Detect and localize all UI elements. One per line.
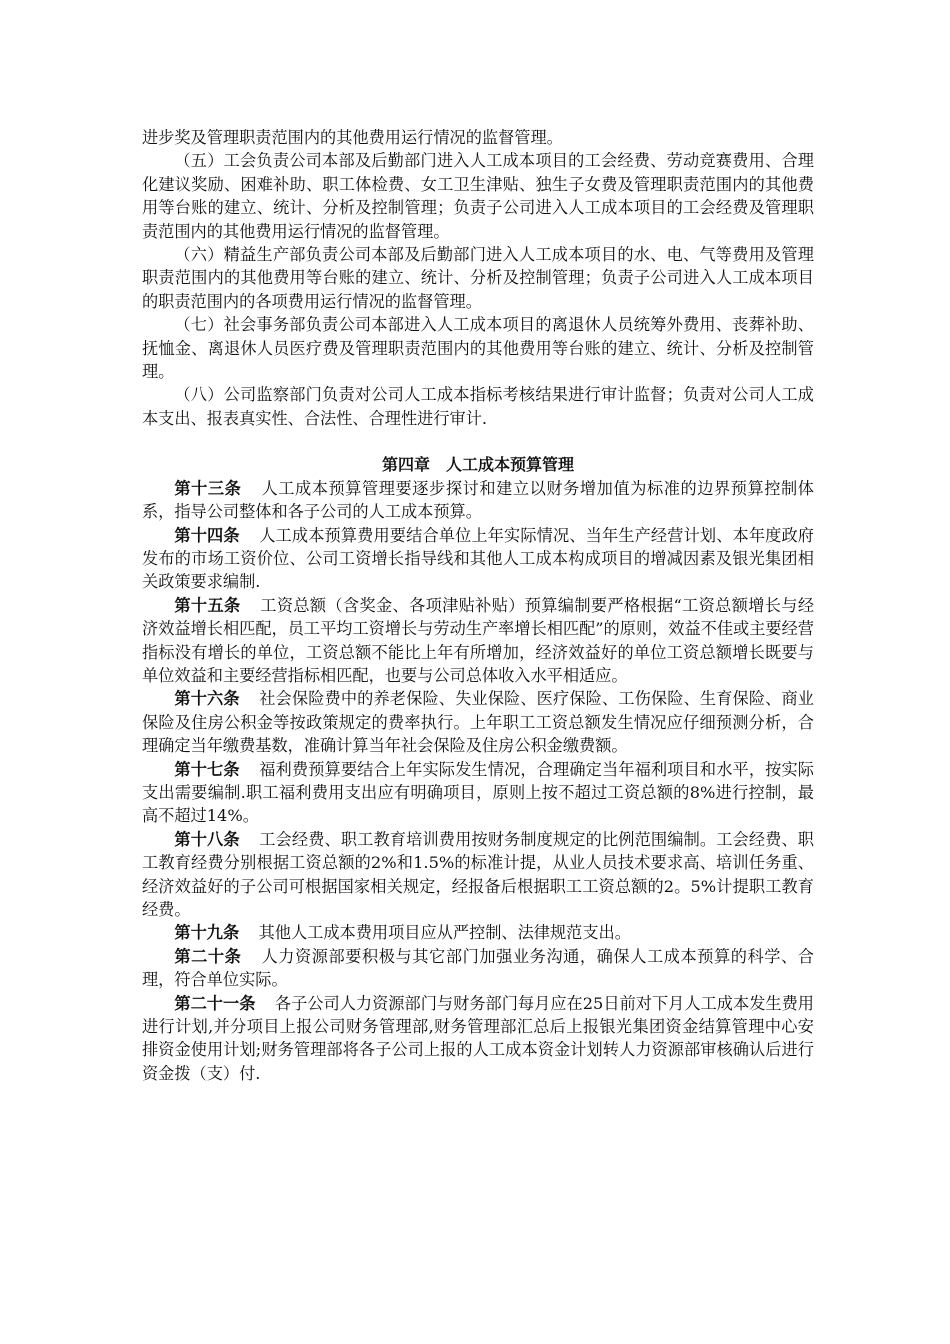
article-text: 工资总额（含奖金、各项津贴补贴）预算编制要严格根据“工资总额增长与经济效益增长相匹配，员工平均工资增长与劳动生产率增长相匹配”的原则，效益不佳或主要经营指标没有增长的单位，工资总额不能比上年有所增加，经济效益好的单位工资总额增长既要与单位效益和主要经营指标相匹配，也要与公司总体收入水平相适应。 (142, 595, 815, 685)
article-13 (142, 477, 814, 524)
paragraph-item-5: （五）工会负责公司本部及后勤部门进入人工成本项目的工会经费、劳动竞赛费用、合理化建议奖励、困难补助、职工体检费、女工卫生津贴、独生子女费及管理职责范围内的其他费用等台账的建立、统计、分析及控制管理；负责子公司进入人工成本项目的工会经费及管理职责范围内的其他费用运行情况的监督管理。 (142, 151, 814, 241)
article-number: 第十四条 (174, 525, 240, 545)
article-14 (142, 524, 814, 594)
article-text: 福利费预算要结合上年实际发生情况，合理确定当年福利项目和水平，按实际支出需要编制.职工福利费用支出应有明确项目，原则上按不超过工资总额的8%进行控制，最高不超过14%。 (142, 759, 814, 826)
article-text: 社会保险费中的养老保险、失业保险、医疗保险、工伤保险、生育保险、商业保险及住房公积金等按政策规定的费率执行。上年职工工资总额发生情况应仔细预测分析，合理确定当年缴费基数，准确计算当年社会保险及住房公积金缴费额。 (142, 689, 814, 756)
article-19 (142, 921, 814, 944)
article-number: 第十八条 (174, 829, 240, 849)
article-number: 第二十条 (174, 946, 242, 966)
article-18 (142, 828, 814, 922)
article-text: 各子公司人力资源部门与财务部门每月应在25日前对下月人工成本发生费用进行计划,并分项目上报公司财务管理部,财务管理部汇总后上报银光集团资金结算管理中心安排资金使用计划;财务管理部将各子公司上报的人工成本资金计划转人力资源部审核确认后进行资金拨（支）付. (142, 993, 814, 1083)
article-15 (142, 594, 814, 688)
article-text: 工会经费、职工教育培训费用按财务制度规定的比例范围编制。工会经费、职工教育经费分别根据工资总额的2%和1.5%的标准计提，从业人员技术要求高、培训任务重、经济效益好的子公司可根据国家相关规定，经报备后根据职工工资总额的2。5%计提职工教育经费。 (142, 829, 814, 919)
article-number: 第十七条 (174, 759, 240, 779)
article-text: 其他人工成本费用项目应从严控制、法律规范支出。 (258, 923, 631, 943)
article-number: 第二十一条 (174, 993, 256, 1013)
article-text: 人工成本预算管理要逐步探讨和建立以财务增加值为标准的边界预算控制体系，指导公司整体和各子公司的人工成本预算。 (142, 478, 814, 522)
paragraph-item-6: （六）精益生产部负责公司本部及后勤部门进入人工成本项目的水、电、气等费用及管理职责范围内的其他费用等台账的建立、统计、分析及控制管理；负责子公司进入人工成本项目的职责范围内的各项费用运行情况的监督管理。 (142, 245, 814, 311)
document-page (142, 126, 814, 1085)
paragraph-item-8: （八）公司监察部门负责对公司人工成本指标考核结果进行审计监督；负责对公司人工成本支出、报表真实性、合法性、合理性进行审计. (142, 385, 814, 428)
paragraph-item-7: （七）社会事务部负责公司本部进入人工成本项目的离退休人员统筹外费用、丧葬补助、抚恤金、离退休人员医疗费及管理职责范围内的其他费用等台账的建立、统计、分析及控制管理。 (142, 315, 814, 382)
article-text: 人工成本预算费用要结合单位上年实际情况、当年生产经营计划、本年度政府发布的市场工资价位、公司工资增长指导线和其他人工成本构成项目的增减因素及银光集团相关政策要求编制. (142, 525, 814, 592)
chapter-heading: 第四章 人工成本预算管理 (381, 455, 574, 475)
article-16 (142, 687, 814, 757)
article-17 (142, 758, 814, 828)
article-number: 第十三条 (174, 478, 242, 498)
article-number: 第十六条 (174, 689, 240, 709)
article-number: 第十五条 (174, 595, 241, 615)
paragraph-continuation: 进步奖及管理职责范围内的其他费用运行情况的监督管理。 (142, 128, 563, 147)
article-number: 第十九条 (174, 923, 240, 943)
article-21 (142, 992, 814, 1086)
article-20 (142, 945, 814, 992)
article-text: 人力资源部要积极与其它部门加强业务沟通，确保人工成本预算的科学、合理，符合单位实际。 (142, 946, 814, 990)
